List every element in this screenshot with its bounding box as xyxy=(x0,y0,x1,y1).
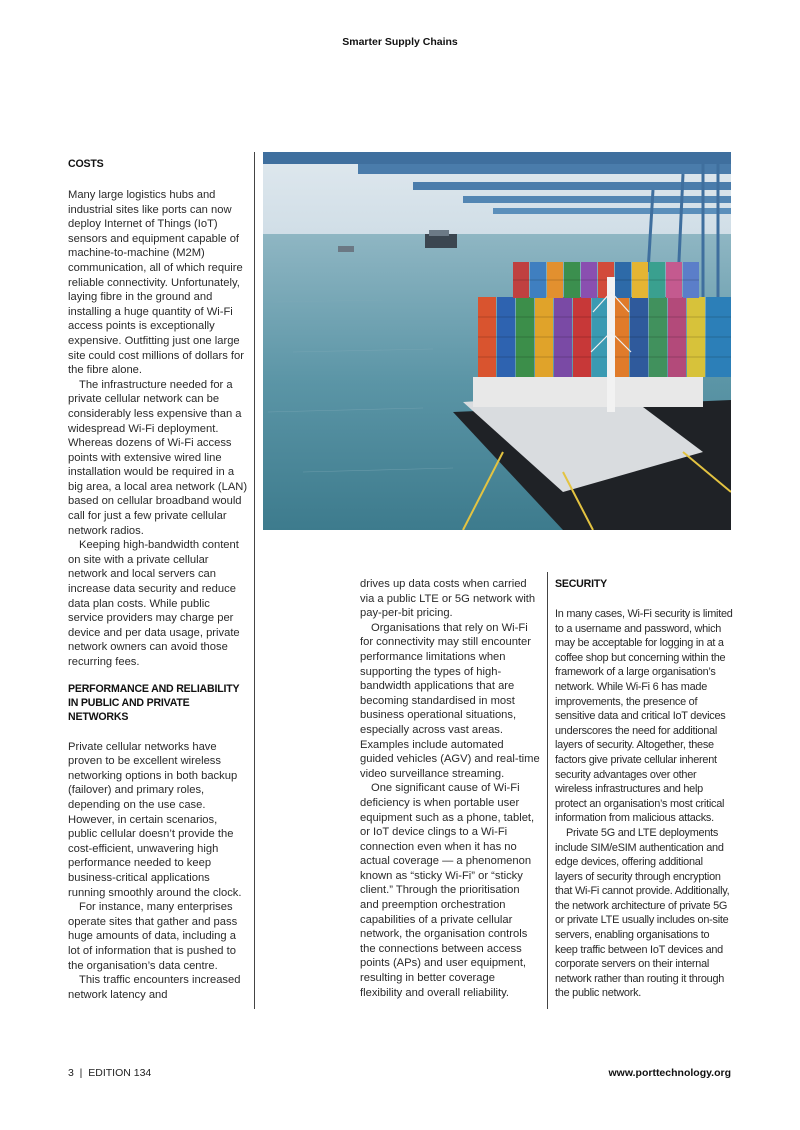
column-divider-2 xyxy=(547,572,548,1009)
middle-paragraph-2: Organisations that rely on Wi-Fi for connectivity may still encounter performance limitations when supporting the types of high-bandwidth applications that are becoming standardised in most business operational situations, especially across vast areas. Examples include automated guided vehicles (AGV) and real-time video surveillance streaming. xyxy=(360,621,540,780)
cargo-ship-photo xyxy=(263,152,731,530)
running-header: Smarter Supply Chains xyxy=(342,36,458,48)
costs-heading: COSTS xyxy=(68,158,104,170)
performance-paragraph-2: For instance, many enterprises operate sites that gather and pass huge amounts of data, including a lot of information that is pushed to the organisation’s data centre. xyxy=(68,901,238,972)
costs-paragraph-3: Keeping high-bandwidth content on site with a private cellular network and local servers can increase data security and reduce data plan costs. While public service providers may charge per device and per data usage, private network owners can avoid those recurring fees. xyxy=(68,539,240,668)
costs-paragraph-2: The infrastructure needed for a private cellular network can be considerably less expensive than a widespread Wi-Fi deployment. Whereas dozens of Wi-Fi access points with extensive wired line installation would be required in a big area, a local area network (LAN) based on cellular broadband would call for just a few private cellular network radios. xyxy=(68,378,248,537)
column-divider-1 xyxy=(254,152,255,1009)
security-heading: SECURITY xyxy=(555,578,607,590)
performance-heading: PERFORMANCE AND RELIABILITY IN PUBLIC AND PRIVATE NETWORKS xyxy=(68,682,240,723)
page-number: 3 | EDITION 134 xyxy=(68,1067,152,1079)
left-column xyxy=(68,157,248,1002)
security-paragraph-2: Private 5G and LTE deployments include SIM/eSIM authentication and edge devices, offering additional layers of security through encryption that Wi-Fi cannot provide. Additionally, the network architecture of private 5G or private LTE usually includes on-site servers, enabling organisations to keep traffic between IoT devices and corporate servers on their internal network rather than routing it through the public network. xyxy=(555,826,730,1000)
performance-paragraph-1: Private cellular networks have proven to be excellent wireless networking options in both backup (failover) and primary roles, depending on the use case. However, in certain scenarios, public cellular doesn’t provide the cost-efficient, unwavering high performance needed to keep business-critical applications running smoothly around the clock. xyxy=(68,740,242,899)
performance-paragraph-3: This traffic encounters increased network latency and xyxy=(68,974,241,1001)
security-paragraph-1: In many cases, Wi-Fi security is limited to a username and password, which may be acceptable for logging in at a coffee shop but concerning within the framework of a large organisation’s network. While Wi-Fi 6 has made improvements, the presence of sensitive data and critical IoT devices underscores the need for additional layers of security. Altogether, these factors give private cellular inherent security advantages over other wireless infrastructures and help protect an organisation’s most critical information from malicious attacks. xyxy=(555,608,733,825)
middle-paragraph-1: drives up data costs when carried via a public LTE or 5G network with pay-per-bit pricing. xyxy=(360,578,536,620)
costs-paragraph-1: Many large logistics hubs and industrial sites like ports can now deploy Internet of Things (IoT) sensors and equipment capable of machine-to-machine (M2M) communication, all of which require reliable connectivity. Unfortunately, laying fibre in the ground and installing a huge quantity of Wi-Fi access points is exceptionally expensive. Outfitting just one large site could cost millions of dollars for the fibre alone. xyxy=(68,189,244,377)
right-column xyxy=(555,577,733,1001)
website-link[interactable]: www.porttechnology.org xyxy=(608,1067,731,1079)
middle-column xyxy=(360,577,540,1000)
middle-paragraph-3: One significant cause of Wi-Fi deficiency is when portable user equipment such as a phone, tablet, or IoT device clings to a Wi-Fi connection even when it has no actual coverage — a phenomenon known as “sticky Wi-Fi” or “sticky client.” Through the prioritisation and preemption orchestration capabilities of a private cellular network, the organisation controls the connections between access points (APs) and user equipment, resulting in better coverage flexibility and overall reliability. xyxy=(360,782,535,999)
